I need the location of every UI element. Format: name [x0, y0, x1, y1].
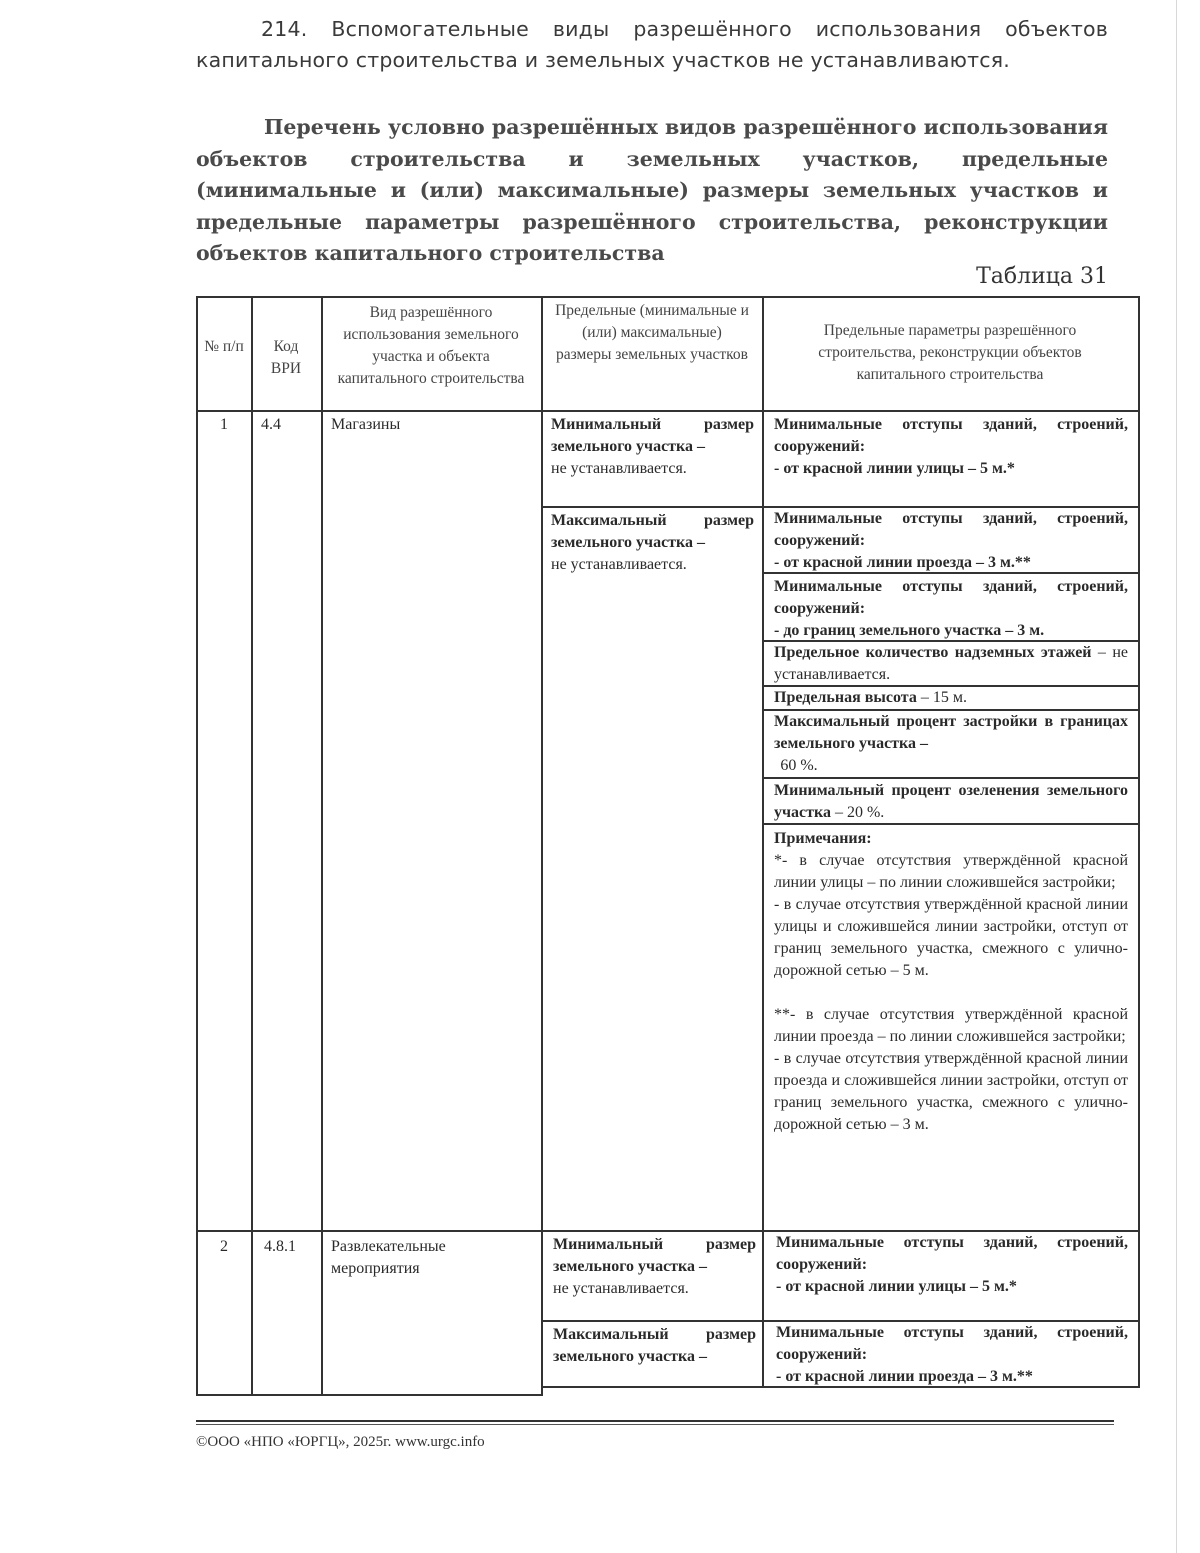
param-coverage: [774, 711, 1128, 777]
param-value: - от красной линии проезда – 3 м.**: [776, 1368, 1033, 1385]
table-border: [196, 1394, 541, 1396]
param-title: Минимальные отступы зданий, строений, сооружений:: [774, 578, 1128, 617]
notes-title: Примечания:: [774, 830, 872, 847]
header-code: Код ВРИ: [270, 338, 302, 377]
param-value: 60 %.: [780, 757, 818, 774]
header-sizes: Предельные (минимальные и (или) максимальные) размеры земельных участков: [555, 302, 749, 363]
param-floors: [774, 642, 1128, 686]
param-value: – не устанавливается.: [774, 644, 1128, 683]
param-title: Минимальные отступы зданий, строений, сооружений:: [774, 416, 1128, 455]
param-title: Предельное количество надземных этажей: [774, 644, 1092, 661]
param-value: - от красной линии улицы – 5 м.*: [774, 460, 1015, 477]
page-edge: [1176, 0, 1177, 1553]
table-label: Таблица 31: [976, 264, 1108, 289]
table-border: [762, 296, 764, 1388]
note-item: **- в случае отсутствия утверждённой красной линии проезда – по линии сложившейся застройки;: [774, 1006, 1128, 1045]
max-size-value: не устанавливается.: [551, 556, 687, 573]
param-setback-boundary: [774, 576, 1128, 642]
header-num: № п/п: [204, 338, 244, 355]
min-size-cell: [551, 414, 754, 480]
min-size-cell: [553, 1234, 756, 1300]
footer-copyright: ©ООО «НПО «ЮРГЦ», 2025г. www.urgc.info: [196, 1434, 485, 1450]
row-num: 1: [220, 416, 228, 433]
max-size-cell: [553, 1324, 756, 1368]
header-type: Вид разрешённого использования земельного участка и объекта капитального строительства: [337, 304, 525, 387]
param-value: - до границ земельного участка – 3 м.: [774, 622, 1045, 639]
param-title: Минимальные отступы зданий, строений, сооружений:: [776, 1234, 1128, 1273]
table-border: [196, 296, 1140, 298]
max-size-title: Максимальный размер земельного участка –: [553, 1326, 756, 1365]
param-value: - от красной линии проезда – 3 м.**: [774, 554, 1031, 571]
param-title: Минимальные отступы зданий, строений, сооружений:: [776, 1324, 1128, 1363]
param-title: Минимальный процент озеленения земельного участка: [774, 782, 1128, 821]
param-title: Максимальный процент застройки в границах земельного участка –: [774, 713, 1128, 752]
note-item: *- в случае отсутствия утверждённой красной линии улицы – по линии сложившейся застройки;: [774, 852, 1128, 891]
max-size-title: Максимальный размер земельного участка –: [551, 512, 754, 551]
row-num: 2: [220, 1238, 228, 1255]
max-size-cell: [551, 510, 754, 576]
param-setback-street: [774, 414, 1128, 480]
section-heading: Перечень условно разрешённых видов разрешённого использования объектов строительства и земельных участков, предельные (минимальные и (или) максимальные) размеры земельных участков и предельные параметры разрешённого строительства, реконструкции объектов капитального строительства: [196, 115, 1108, 265]
header-params: Предельные параметры разрешённого строительства, реконструкции объектов капитального строительства: [818, 322, 1082, 383]
footer-rule: [196, 1424, 1114, 1425]
table-border: [762, 777, 1140, 779]
note-item: - в случае отсутствия утверждённой красной линии улицы и сложившейся линии застройки, отступ от границ земельного участка, смежного с улично-дорожной сетью – 5 м.: [774, 896, 1128, 979]
min-size-title: Минимальный размер земельного участка –: [553, 1236, 756, 1275]
min-size-title: Минимальный размер земельного участка –: [551, 416, 754, 455]
param-setback-passage: [776, 1322, 1128, 1388]
row-code: 4.8.1: [264, 1238, 296, 1255]
param-setback-street: [776, 1232, 1128, 1298]
param-height: [774, 687, 1128, 709]
param-title: Минимальные отступы зданий, строений, сооружений:: [774, 510, 1128, 549]
notes-cell: [774, 828, 1128, 1136]
intro-paragraph: 214. Вспомогательные виды разрешённого использования объектов капитального строительства и земельных участков не устанавливаются.: [196, 17, 1108, 72]
param-value: - от красной линии улицы – 5 м.*: [776, 1278, 1017, 1295]
footer-rule: [196, 1420, 1114, 1422]
param-value: – 20 %.: [830, 804, 885, 821]
min-size-value: не устанавливается.: [553, 1280, 689, 1297]
regulations-table: [196, 296, 1140, 1396]
param-greening: [774, 780, 1128, 824]
table-border: [1138, 296, 1140, 1388]
note-item: - в случае отсутствия утверждённой красной линии проезда и сложившейся линии застройки, отступ от границ земельного участка, смежного с улично-дорожной сетью – 3 м.: [774, 1050, 1128, 1133]
row-type: Развлекательные мероприятия: [331, 1238, 446, 1277]
table-border: [196, 410, 1140, 412]
param-value: – 15 м.: [916, 689, 967, 706]
param-title: Предельная высота: [774, 689, 917, 706]
param-setback-passage: [774, 508, 1128, 574]
row-code: 4.4: [261, 416, 281, 433]
min-size-value: не устанавливается.: [551, 460, 687, 477]
row-type: Магазины: [331, 416, 401, 433]
